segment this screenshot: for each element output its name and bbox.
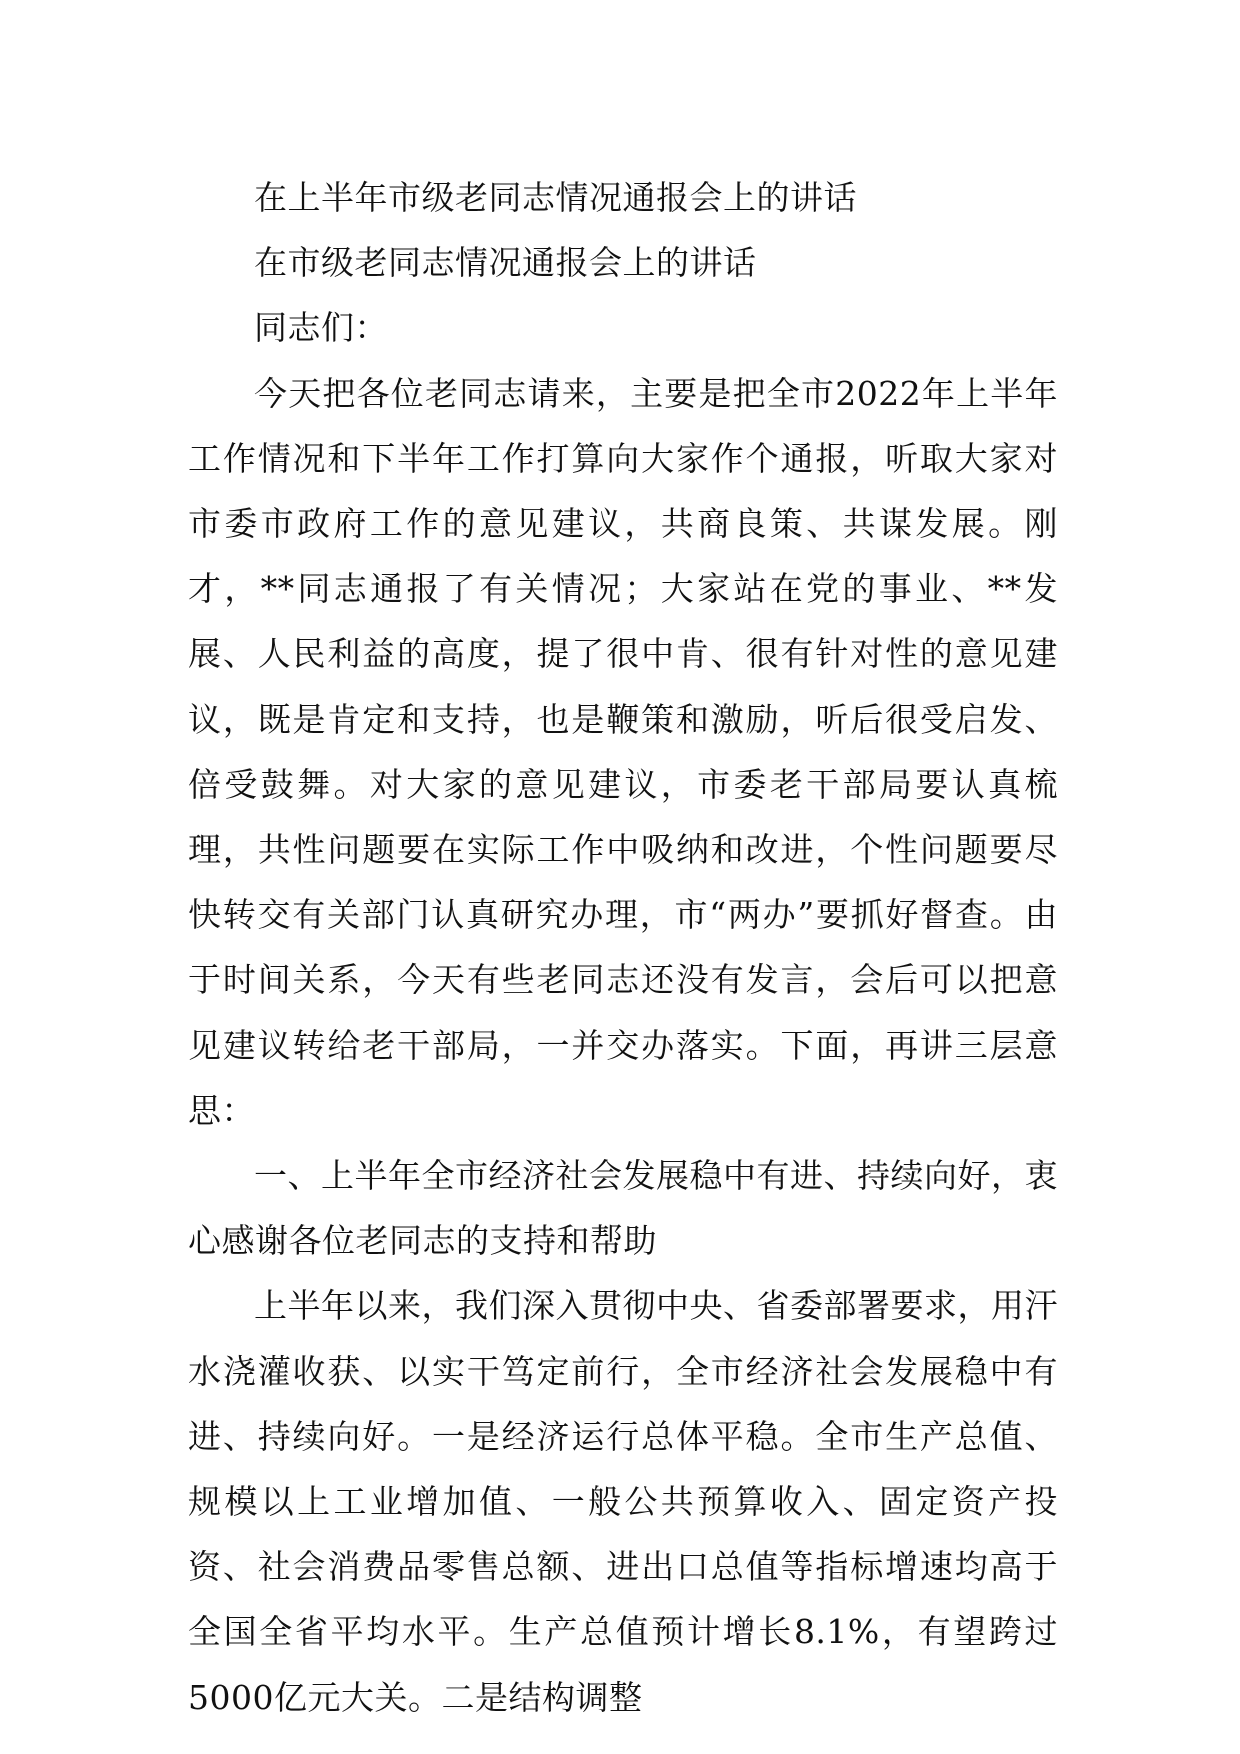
- salutation: 同志们：: [254, 308, 388, 348]
- section-heading-1: 一、上半年全市经济社会发展稳中有进、持续向好，衷心感谢各位老同志的支持和帮助: [188, 1156, 1058, 1261]
- document-body: [188, 165, 1058, 1730]
- paragraph-achievements: 上半年以来，我们深入贯彻中央、省委部署要求，用汗水浇灌收获、以实干笃定前行，全市经济社会发展稳中有进、持续向好。一是经济运行总体平稳。全市生产总值、规模以上工业增加值、一般公共预算收入、固定资产投资、社会消费品零售总额、进出口总值等指标增速均高于全国全省平均水平。生产总值预计增长8.1%，有望跨过5000亿元大关。二是结构调整: [188, 1286, 1058, 1717]
- document-subtitle: 在市级老同志情况通报会上的讲话: [254, 243, 757, 283]
- paragraph-opening: 今天把各位老同志请来，主要是把全市2022年上半年工作情况和下半年工作打算向大家作个通报，听取大家对市委市政府工作的意见建议，共商良策、共谋发展。刚才，**同志通报了有关情况；大家站在党的事业、**发展、人民利益的高度，提了很中肯、很有针对性的意见建议，既是肯定和支持，也是鞭策和激励，听后很受启发、倍受鼓舞。对大家的意见建议，市委老干部局要认真梳理，共性问题要在实际工作中吸纳和改进，个性问题要尽快转交有关部门认真研究办理，市“两办”要抓好督查。由于时间关系，今天有些老同志还没有发言，会后可以把意见建议转给老干部局，一并交办落实。下面，再讲三层意思：: [188, 373, 1058, 1130]
- document-title: 在上半年市级老同志情况通报会上的讲话: [254, 178, 857, 217]
